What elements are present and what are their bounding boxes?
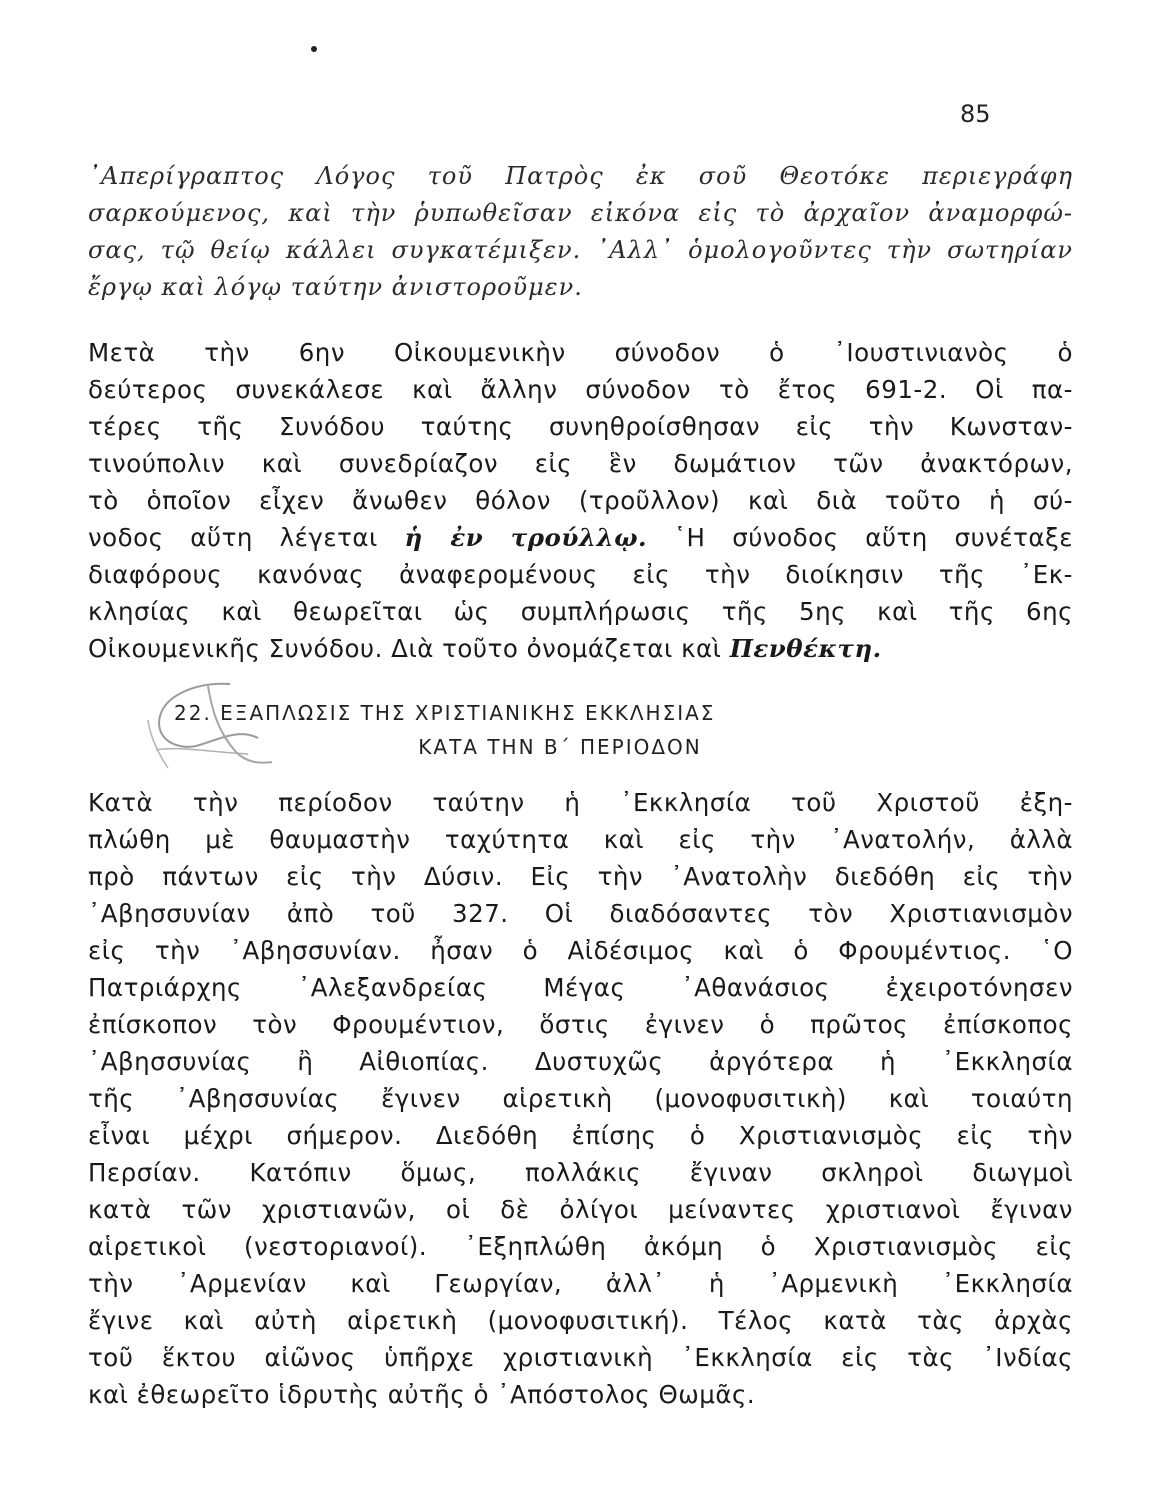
text-line: εἶναι μέχρι σήμερον. Διεδόθη ἐπίσης ὁ Χριστιανισμὸς εἰς τὴν [88, 1121, 1073, 1150]
text-line: ᾿Αβησσυνίας ἢ Αἰθιοπίας. Δυστυχῶς ἀργότερα ἡ ᾿Εκκλησία [88, 1047, 1073, 1076]
hymn-quote [88, 158, 1073, 306]
text-line: τοῦ ἕκτου αἰῶνος ὑπῆρχε χριστιανικὴ ᾿Εκκλησία εἰς τὰς ᾿Ινδίας [88, 1343, 1073, 1372]
text-line: Πατριάρχης ᾿Αλεξανδρείας Μέγας ᾿Αθανάσιος ἐχειροτόνησεν [88, 973, 1073, 1002]
text-line: τῆς ᾿Αβησσυνίας ἔγινεν αἱρετικὴ (μονοφυσιτικὴ) καὶ τοιαύτη [88, 1084, 1073, 1113]
section-heading-line2: ΚΑΤΑ ΤΗΝ Β΄ ΠΕΡΙΟΔΟΝ [418, 735, 702, 759]
section-heading-line1: 22. ΕΞΑΠΛΩΣΙΣ ΤΗΣ ΧΡΙΣΤΙΑΝΙΚΗΣ ΕΚΚΛΗΣΙΑΣ [174, 701, 716, 725]
text-line: κλησίας καὶ θεωρεῖται ὡς συμπλήρωσις τῆς 5ης καὶ τῆς 6ης [88, 597, 1073, 626]
paragraph-penthekte [88, 334, 1073, 667]
text-line: τέρες τῆς Συνόδου ταύτης συνηθροίσθησαν εἰς τὴν Κωνσταν- [88, 412, 1073, 441]
text-fragment: Οἰκουμενικῆς Συνόδου. Διὰ τοῦτο ὀνομάζεται καὶ [88, 634, 730, 663]
text-line: Κατὰ τὴν περίοδον ταύτην ἡ ᾿Εκκλησία τοῦ Χριστοῦ ἐξη- [88, 788, 1073, 817]
ink-dot [311, 46, 317, 52]
text-line [88, 630, 1073, 667]
text-line: δεύτερος συνεκάλεσε καὶ ἄλλην σύνοδον τὸ ἔτος 691-2. Οἱ πα- [88, 375, 1073, 404]
text-line: ἔγινε καὶ αὐτὴ αἱρετικὴ (μονοφυσιτική). Τέλος κατὰ τὰς ἀρχὰς [88, 1306, 1073, 1335]
emphasis-penthekte: Πενθέκτη. [729, 634, 882, 663]
text-line: ᾿Αβησσυνίαν ἀπὸ τοῦ 327. Οἱ διαδόσαντες τὸν Χριστιανισμὸν [88, 899, 1073, 928]
quote-line: ᾿Απερίγραπτος Λόγος τοῦ Πατρὸς ἐκ σοῦ Θεοτόκε περιεγράφη [88, 162, 1073, 190]
quote-line: σας, τῷ θείῳ κάλλει συγκατέμιξεν. ᾿Αλλ᾿ ὁμολογοῦντες τὴν σωτηρίαν [88, 236, 1073, 264]
emphasis-en-troullo: ἡ ἐν τρούλλῳ. [404, 523, 648, 552]
text-line: Περσίαν. Κατόπιν ὅμως, πολλάκις ἔγιναν σκληροὶ διωγμοὶ [88, 1158, 1073, 1187]
text-line: ἐπίσκοπον τὸν Φρουμέντιον, ὅστις ἐγινεν ὁ πρῶτος ἐπίσκοπος [88, 1010, 1073, 1039]
text-line: αἱρετικοὶ (νεστοριανοί). ᾿Εξηπλώθη ἀκόμη ὁ Χριστιανισμὸς εἰς [88, 1232, 1073, 1261]
text-line: κατὰ τῶν χριστιανῶν, οἱ δὲ ὀλίγοι μείναντες χριστιανοὶ ἔγιναν [88, 1195, 1073, 1224]
text-line [88, 519, 1073, 556]
text-line: τὸ ὁποῖον εἶχεν ἄνωθεν θόλον (τροῦλλον) καὶ διὰ τοῦτο ἡ σύ- [88, 486, 1073, 515]
text-line: πλώθη μὲ θαυμαστὴν ταχύτητα καὶ εἰς τὴν ᾿Ανατολήν, ἀλλὰ [88, 825, 1073, 854]
text-fragment: νοδος αὕτη λέγεται [88, 523, 405, 552]
text-line: τὴν ᾿Αρμενίαν καὶ Γεωργίαν, ἀλλ᾿ ἡ ᾿Αρμενικὴ ᾿Εκκλησία [88, 1269, 1073, 1298]
text-line: πρὸ πάντων εἰς τὴν Δύσιν. Εἰς τὴν ᾿Ανατολὴν διεδόθη εἰς τὴν [88, 862, 1073, 891]
section-heading [170, 698, 930, 762]
page-number: 85 [960, 100, 991, 128]
text-line: διαφόρους κανόνας ἀναφερομένους εἰς τὴν διοίκησιν τῆς ᾿Εκ- [88, 560, 1073, 589]
paragraph-expansion [88, 784, 1073, 1413]
quote-line: σαρκούμενος, καὶ τὴν ῥυπωθεῖσαν εἰκόνα εἰς τὸ ἀρχαῖον ἀναμορφώ- [88, 199, 1073, 227]
text-line: εἰς τὴν ᾿Αβησσυνίαν. ἦσαν ὁ Αἰδέσιμος καὶ ὁ Φρουμέντιος. ῾Ο [88, 936, 1073, 965]
text-line: τινούπολιν καὶ συνεδρίαζον εἰς ἓν δωμάτιον τῶν ἀνακτόρων, [88, 449, 1073, 478]
text-line: καὶ ἐθεωρεῖτο ἱδρυτὴς αὐτῆς ὁ ᾿Απόστολος Θωμᾶς. [88, 1380, 756, 1409]
text-fragment: ῾Η σύνοδος αὕτη συνέταξε [647, 523, 1073, 552]
quote-line: ἔργῳ καὶ λόγῳ ταύτην ἀνιστοροῦμεν. [88, 273, 583, 301]
text-line: Μετὰ τὴν 6ην Οἰκουμενικὴν σύνοδον ὁ ᾿Ιουστινιανὸς ὁ [88, 338, 1073, 367]
